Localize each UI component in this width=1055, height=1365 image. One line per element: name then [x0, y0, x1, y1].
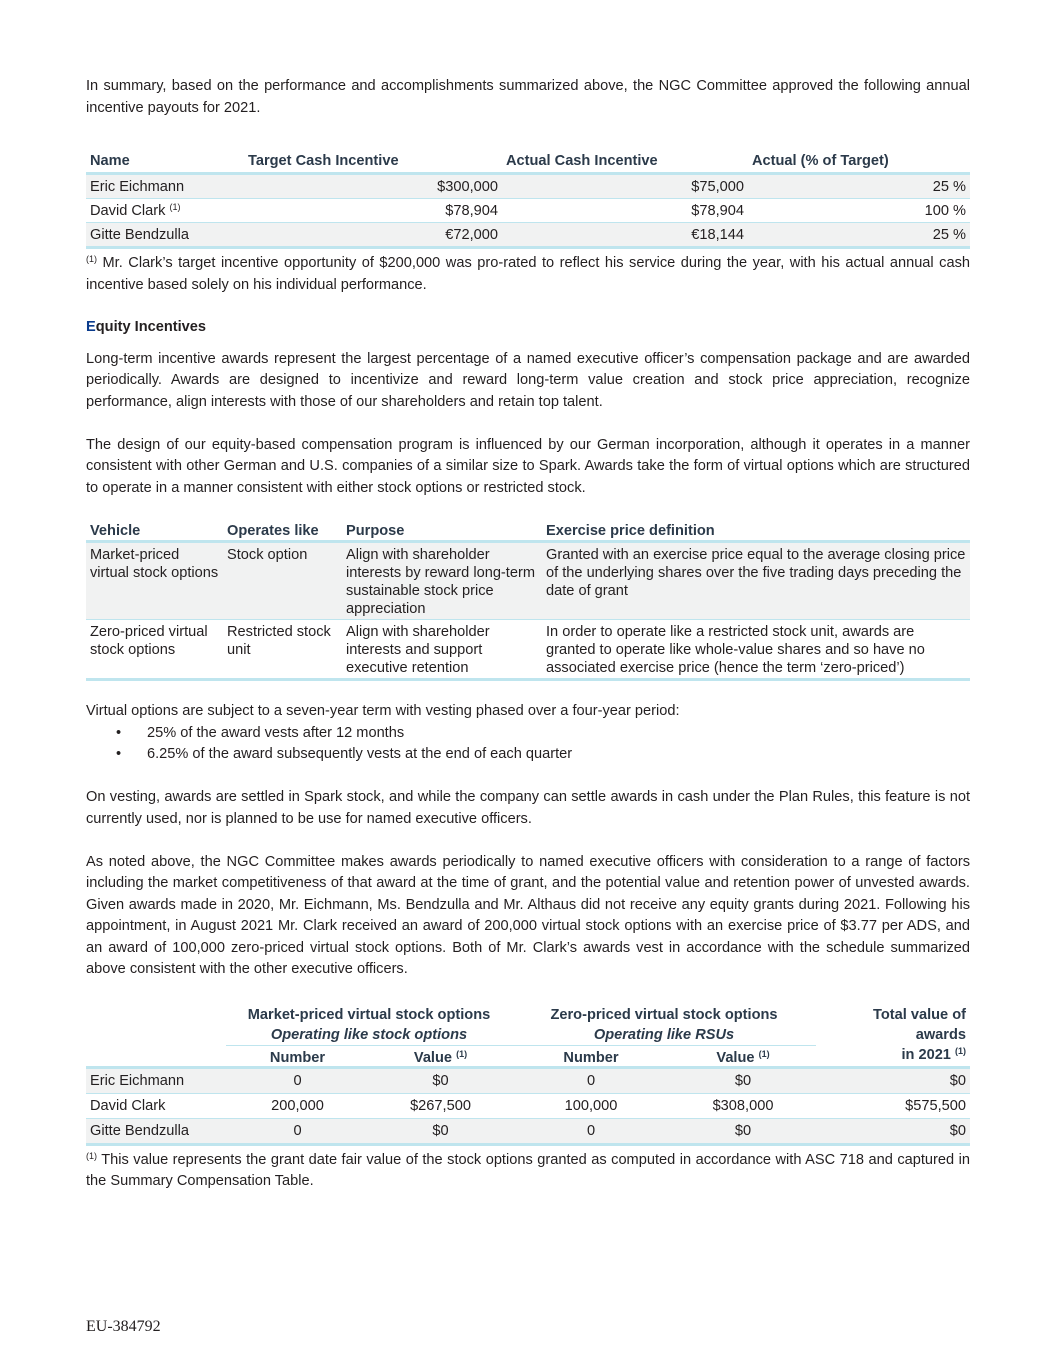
row-definition: In order to operate like a restricted stock unit, awards are granted to operate like whole-value shares and so have no associated exercise price (hence the term ‘zero-priced’) [542, 620, 970, 680]
row-purpose: Align with shareholder interests and support executive retention [342, 620, 542, 680]
vehicle-table [86, 519, 970, 681]
row-target: $300,000 [244, 174, 502, 199]
column-header-total: Total value of awards in 2021 $^{(1)}$ [873, 1006, 966, 1063]
row-actual: $78,904 [502, 199, 748, 223]
table-row [86, 1093, 970, 1118]
row-name: Eric Eichmann [86, 174, 244, 199]
table-row [86, 1118, 970, 1144]
row-value-1: $0 [369, 1067, 512, 1093]
equity-paragraph-2: The design of our equity-based compensation program is influenced by our German incorporation, although it operates in a manner consistent with other German and U.S. companies of a similar size to Spark. Awards take the form of virtual options which are structured to operate in a manner consistent with either stock options or restricted stock. [86, 436, 970, 496]
group-header-zero: Zero-priced virtual stock options Operating like RSUs [512, 1005, 816, 1046]
column-header-number-1: Number [269, 1049, 326, 1066]
row-vehicle: Zero-priced virtual stock options [86, 620, 223, 680]
row-name: Gitte Bendzulla [86, 223, 244, 248]
awards-footnote: $^{(1)}$ This value represents the grant date fair value of the stock options granted as computed in accordance with ASC 718 and captured in the Summary Compensation Table. [86, 1150, 970, 1189]
row-purpose: Align with shareholder interests by reward long-term sustainable stock price appreciation [342, 542, 542, 620]
row-number-1: 200,000 [226, 1093, 369, 1118]
settlement-paragraph: On vesting, awards are settled in Spark stock, and while the company can settle awards in cash under the Plan Rules, this feature is not currently used, nor is planned to be use for named executive officers. [86, 789, 970, 827]
row-target: $78,904 [244, 199, 502, 223]
row-number-2: 0 [512, 1118, 670, 1144]
column-header-actual: Actual Cash Incentive [506, 153, 658, 169]
equity-paragraph-1: Long-term incentive awards represent the largest percentage of a named executive officer’s compensation package and are awarded periodically. Awards are designed to incentivize and reward long-term value creation and stock price appreciation, recognize performance, align interests with those of our shareholders and retain top talent. [86, 350, 970, 410]
column-header-pct: Actual (% of Target) [752, 153, 889, 169]
group-header-market: Market-priced virtual stock options Operating like stock options [226, 1005, 512, 1046]
row-target: €72,000 [244, 223, 502, 248]
row-name: David Clark $^{(1)}$ [86, 199, 244, 223]
row-number-2: 100,000 [512, 1093, 670, 1118]
table-row [86, 174, 970, 199]
column-header-number-2: Number [563, 1049, 619, 1066]
row-name: Eric Eichmann [86, 1067, 226, 1093]
row-value-2: $0 [670, 1118, 816, 1144]
row-actual: €18,144 [502, 223, 748, 248]
row-value-1: $0 [369, 1118, 512, 1144]
row-total: $575,500 [816, 1093, 970, 1118]
row-operates: Restricted stock unit [223, 620, 342, 680]
table-row [86, 199, 970, 223]
row-definition: Granted with an exercise price equal to the average closing price of the underlying shares over the five trading days preceding the date of grant [542, 542, 970, 620]
row-value-2: $308,000 [670, 1093, 816, 1118]
row-pct: 100 % [748, 199, 970, 223]
row-number-1: 0 [226, 1118, 369, 1144]
column-header-name: Name [90, 153, 130, 169]
list-item: • 25% of the award vests after 12 months [116, 724, 405, 741]
row-total: $0 [816, 1067, 970, 1093]
list-item: • 6.25% of the award subsequently vests at the end of each quarter [116, 746, 573, 762]
intro-paragraph: In summary, based on the performance and accomplishments summarized above, the NGC Committee approved the following annual incentive payouts for 2021. [86, 78, 970, 116]
row-operates: Stock option [223, 542, 342, 620]
row-total: $0 [816, 1118, 970, 1144]
table-row [86, 542, 970, 620]
column-header-vehicle: Vehicle [90, 523, 141, 539]
column-header-purpose: Purpose [346, 523, 405, 539]
row-actual: $75,000 [502, 174, 748, 199]
table-row [86, 223, 970, 248]
table-row [86, 620, 970, 680]
row-vehicle: Market-priced virtual stock options [86, 542, 223, 620]
table-header-row [86, 143, 970, 174]
column-header-target: Target Cash Incentive [248, 153, 399, 169]
row-name: Gitte Bendzulla [86, 1118, 226, 1144]
equity-heading: Equity Incentives [86, 319, 207, 335]
empty-header-cell [86, 1005, 226, 1068]
row-value-2: $0 [670, 1067, 816, 1093]
table-group-header-row [86, 1005, 970, 1046]
awards-table [86, 1005, 970, 1146]
column-header-value-1: Value $^{(1)}$ [413, 1048, 468, 1066]
row-pct: 25 % [748, 223, 970, 248]
row-value-1: $267,500 [369, 1093, 512, 1118]
footnote-marker: (1) [169, 201, 181, 212]
awards-paragraph: As noted above, the NGC Committee makes awards periodically to named executive officers with consideration to a range of factors including the market competitiveness of that award at the time of grant, and the potential value and retention power of unvested awards. Given awards made in 2020, Mr. Eichmann, Ms. Bendzulla and Mr. Althaus did not receive any equity grants during 2021. Following his appointment, in August 2021 Mr. Clark received an award of 200,000 virtual stock options with an exercise price of $3.77 per ADS, and an award of 100,000 zero-priced virtual stock options. Both of Mr. Clark’s awards vest in accordance with the schedule summarized above consistent with the other executive officers. [86, 853, 970, 977]
document-page [86, 76, 970, 1193]
row-number-2: 0 [512, 1067, 670, 1093]
column-header-definition: Exercise price definition [546, 523, 715, 539]
incentive-payout-table [86, 143, 970, 249]
row-name: David Clark [86, 1093, 226, 1118]
row-pct: 25 % [748, 174, 970, 199]
vesting-list [86, 723, 970, 766]
incentive-footnote: $^{(1)}$ Mr. Clark’s target incentive opportunity of $200,000 was pro-rated to reflect his service during the year, with his actual annual cash incentive based solely on his individual performance. [86, 254, 970, 293]
table-row [86, 1067, 970, 1093]
column-header-operates: Operates like [227, 523, 319, 539]
document-id: EU-384792 [86, 1318, 161, 1335]
column-header-value-2: Value $^{(1)}$ [716, 1048, 770, 1066]
row-number-1: 0 [226, 1067, 369, 1093]
table-header-row [86, 519, 970, 542]
vesting-intro: Virtual options are subject to a seven-year term with vesting phased over a four-year period: [86, 703, 680, 719]
